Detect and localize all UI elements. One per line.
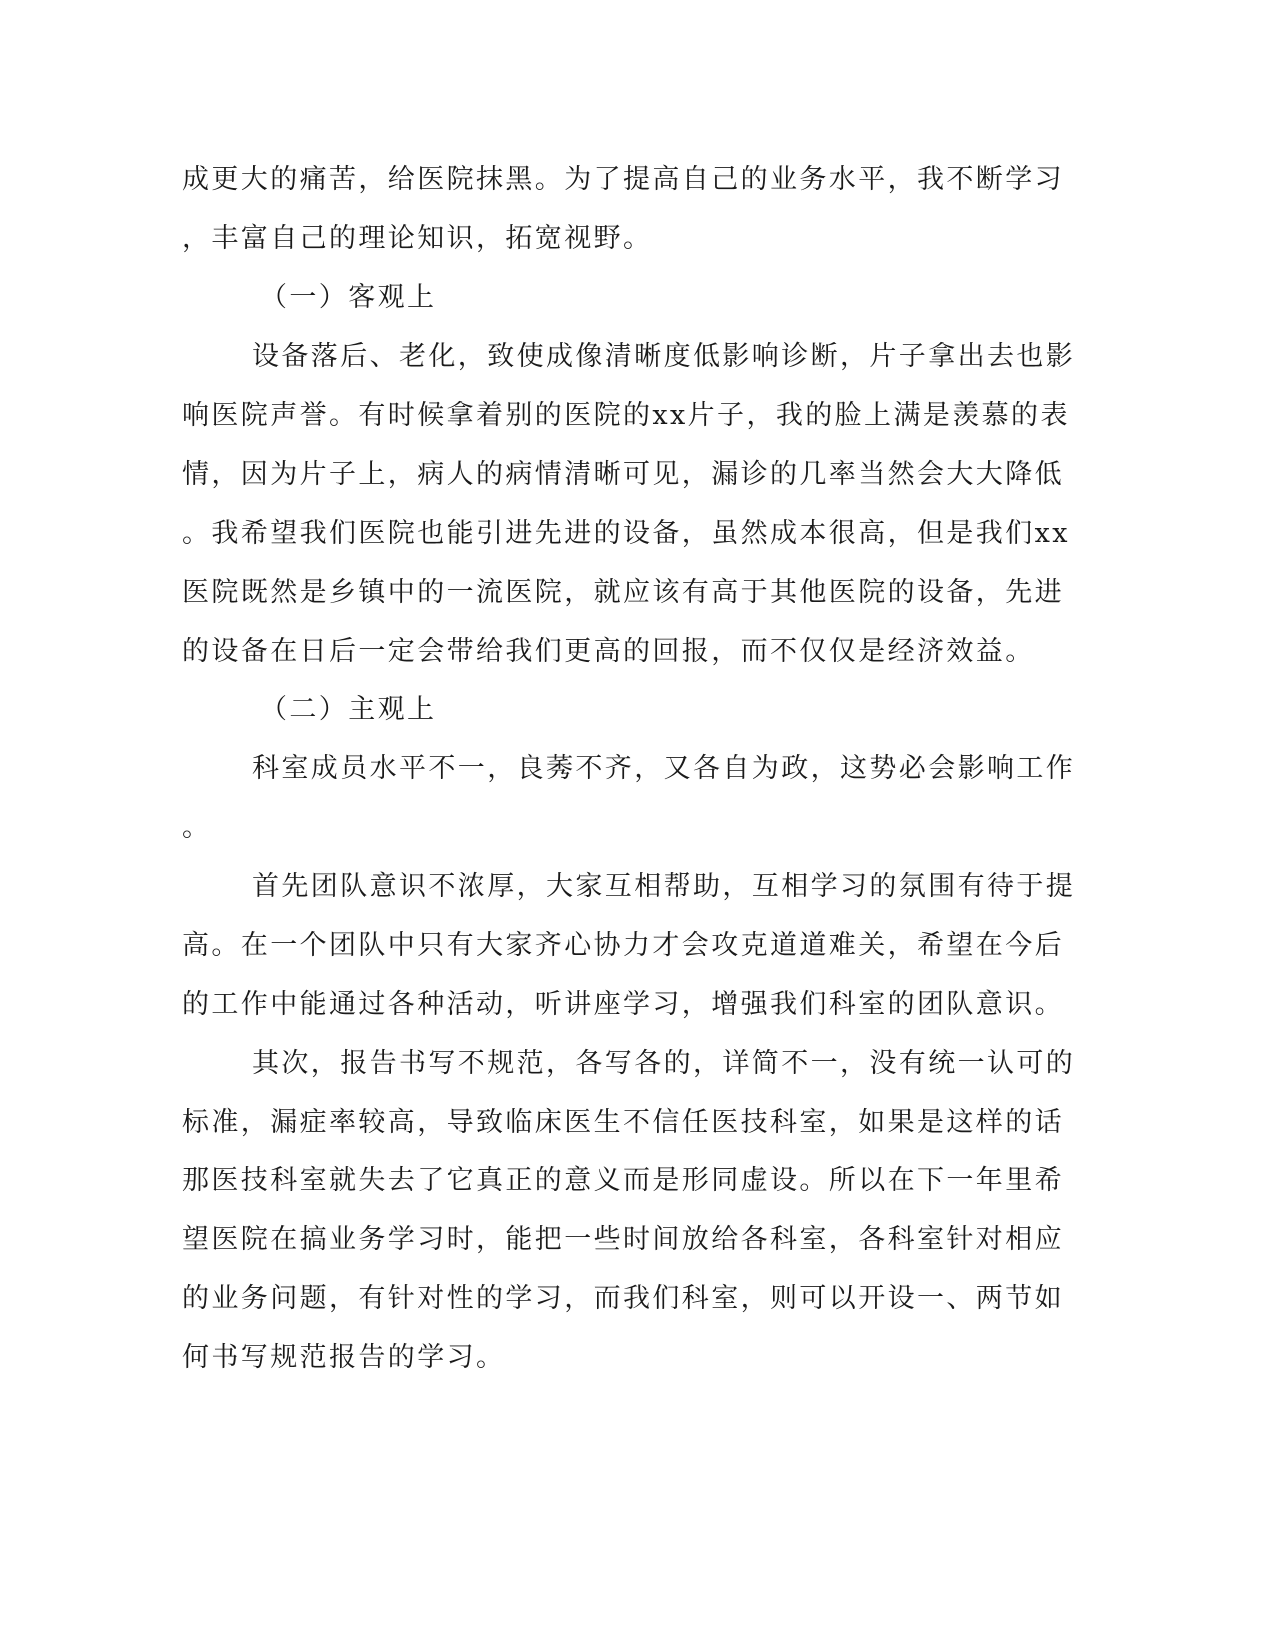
text-line: 高。在一个团队中只有大家齐心协力才会攻克道道难关，希望在今后 — [182, 930, 1064, 961]
text-line: 。 — [182, 812, 212, 843]
text-line: 其次，报告书写不规范，各写各的，详简不一，没有统一认可的 — [252, 1048, 1076, 1079]
text-line: 设备落后、老化，致使成像清晰度低影响诊断，片子拿出去也影 — [252, 341, 1076, 372]
text-line: 情，因为片子上，病人的病情清晰可见，漏诊的几率当然会大大降低 — [182, 459, 1064, 490]
text-line: 医院既然是乡镇中的一流医院，就应该有高于其他医院的设备，先进 — [182, 577, 1064, 608]
section-heading: （二）主观上 — [260, 694, 437, 725]
text-line: 响医院声誉。有时候拿着别的医院的xx片子，我的脸上满是羡慕的表 — [182, 400, 1070, 431]
text-line: ，丰富自己的理论知识，拓宽视野。 — [182, 223, 653, 254]
text-line: 。我希望我们医院也能引进先进的设备，虽然成本很高，但是我们xx — [182, 518, 1070, 549]
section-heading: （一）客观上 — [260, 282, 437, 313]
text-line: 首先团队意识不浓厚，大家互相帮助，互相学习的氛围有待于提 — [252, 871, 1076, 902]
text-line: 成更大的痛苦，给医院抹黑。为了提高自己的业务水平，我不断学习 — [182, 164, 1064, 195]
text-line: 的业务问题，有针对性的学习，而我们科室，则可以开设一、两节如 — [182, 1283, 1064, 1314]
text-line: 科室成员水平不一，良莠不齐，又各自为政，这势必会影响工作 — [252, 753, 1076, 784]
text-line: 何书写规范报告的学习。 — [182, 1342, 506, 1373]
text-line: 望医院在搞业务学习时，能把一些时间放给各科室，各科室针对相应 — [182, 1224, 1064, 1255]
text-line: 那医技科室就失去了它真正的意义而是形同虚设。所以在下一年里希 — [182, 1165, 1064, 1196]
text-line: 的设备在日后一定会带给我们更高的回报，而不仅仅是经济效益。 — [182, 636, 1035, 667]
text-line: 的工作中能通过各种活动，听讲座学习，增强我们科室的团队意识。 — [182, 989, 1064, 1020]
text-line: 标准，漏症率较高，导致临床医生不信任医技科室，如果是这样的话 — [182, 1107, 1064, 1138]
